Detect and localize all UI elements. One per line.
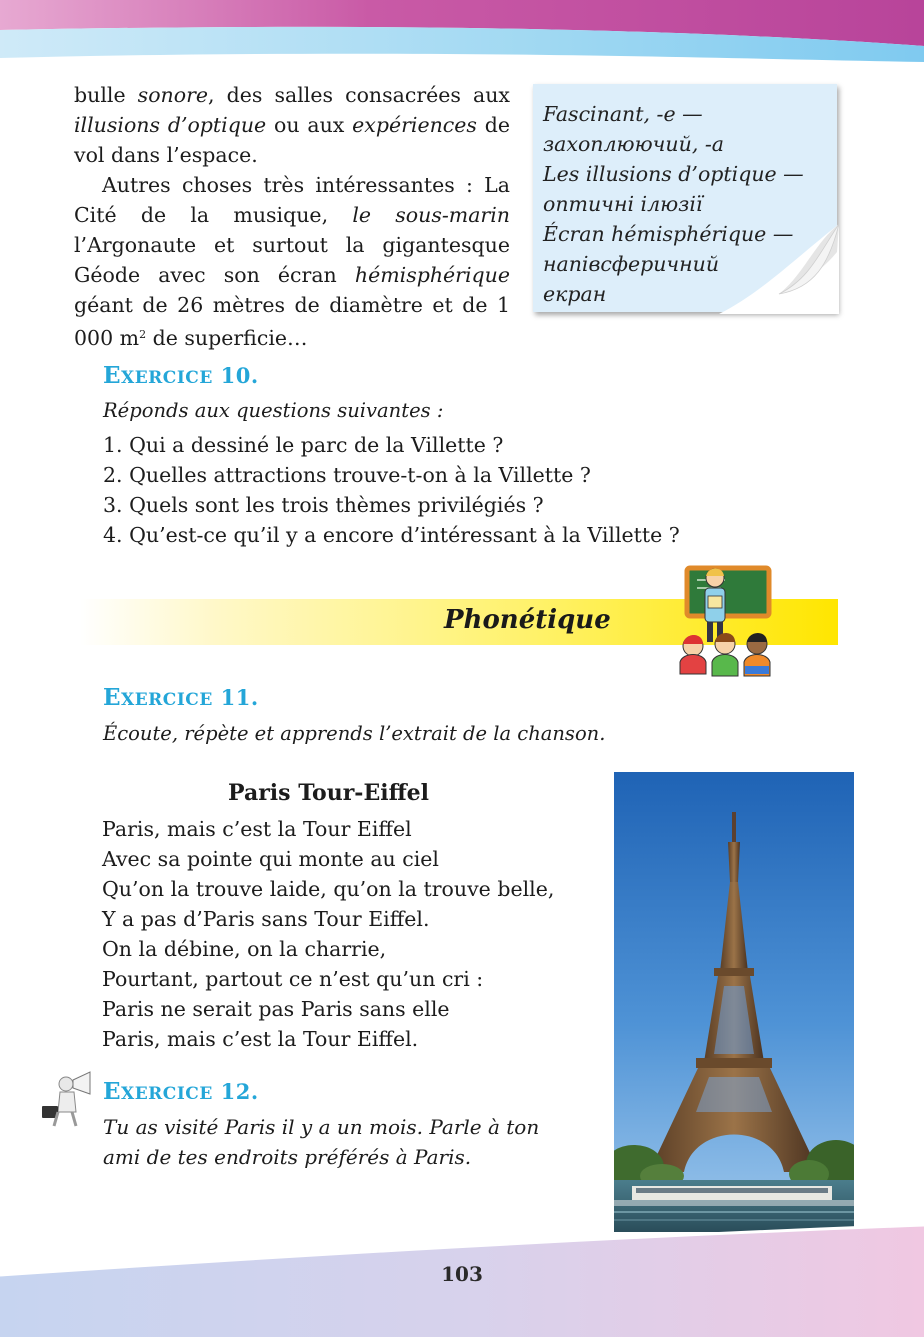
intro-text-segment: le sous-marin — [352, 203, 510, 227]
vocabulary-line: екран — [543, 282, 607, 306]
song-line: Qu’on la trouve laide, qu’on la trouve belle, — [102, 877, 555, 901]
intro-text-segment: sonore — [137, 83, 209, 107]
question-item: 4. Qu’est-ce qu’il y a encore d’intéressant à la Villette ? — [103, 523, 680, 547]
question-item: 1. Qui a dessiné le parc de la Villette ? — [103, 433, 504, 457]
exercise-12-title: EXERCICE 12. — [103, 1078, 259, 1105]
vocabulary-line: Fascinant, -e — — [543, 102, 703, 126]
eiffel-tower-photo — [614, 772, 854, 1232]
intro-text-segment: Autres choses très intéressantes : La Cité de la musique, — [74, 173, 510, 227]
song-line: On la débine, on la charrie, — [102, 937, 387, 961]
megaphone-man-icon — [36, 1068, 98, 1130]
exercise-10-questions — [103, 430, 680, 550]
page-curl-decoration — [719, 224, 839, 314]
vocabulary-line: захоплюючий, -а — [543, 132, 724, 156]
intro-paragraph-2 — [74, 170, 510, 353]
intro-text-segment: expériences — [352, 113, 477, 137]
exercise-10-instruction: Réponds aux questions suivantes : — [103, 399, 444, 422]
vocabulary-line: Les illusions d’optique — — [543, 162, 804, 186]
exercise-10-title: EXERCICE 10. — [103, 362, 259, 389]
exercise-12-instruction: Tu as visité Paris il y a un mois. Parle à ton ami de tes endroits préférés à Paris. — [103, 1115, 540, 1169]
vocabulary-line: Écran hémisphérique — — [543, 222, 794, 246]
intro-text-segment: bulle — [74, 83, 138, 107]
intro-text-segment: ou aux — [266, 113, 353, 137]
intro-text — [74, 80, 510, 353]
intro-text-segment: de superficie… — [146, 326, 308, 350]
song-line: Avec sa pointe qui monte au ciel — [102, 847, 439, 871]
vocabulary-note — [533, 84, 837, 312]
song-line: Paris, mais c’est la Tour Eiffel. — [102, 1027, 419, 1051]
vocabulary-line: напівсферичний — [543, 252, 720, 276]
teacher-with-students-icon — [675, 562, 780, 687]
question-item: 3. Quels sont les trois thèmes privilégiés ? — [103, 493, 544, 517]
intro-paragraph-1 — [74, 80, 510, 170]
phonetique-title: Phonétique — [444, 605, 611, 635]
song-lyrics — [102, 814, 554, 1054]
song-line: Paris, mais c’est la Tour Eiffel — [102, 817, 412, 841]
intro-text-segment: géant de 26 mètres de diamètre et de 1 000 m — [74, 293, 510, 350]
question-item: 2. Quelles attractions trouve-t-on à la Villette ? — [103, 463, 591, 487]
song-line: Y a pas d’Paris sans Tour Eiffel. — [102, 907, 430, 931]
intro-text-segment: hémisphérique — [354, 263, 510, 287]
song-line: Paris ne serait pas Paris sans elle — [102, 997, 450, 1021]
exercise-11-title: EXERCICE 11. — [103, 684, 259, 711]
superscript-2: 2 — [139, 328, 147, 341]
song-title: Paris Tour-Eiffel — [228, 780, 429, 806]
intro-text-segment: de vol dans l’espace. — [74, 113, 510, 167]
vocabulary-line: оптичні ілюзії — [543, 192, 703, 216]
song-line: Pourtant, partout ce n’est qu’un cri : — [102, 967, 484, 991]
exercise-11-instruction: Écoute, répète et apprends l’extrait de la chanson. — [103, 722, 606, 745]
intro-text-segment: illusions d’optique — [74, 113, 267, 137]
page-number: 103 — [441, 1262, 483, 1286]
intro-text-segment: , des salles consacrées aux — [208, 83, 510, 107]
intro-text-segment: l’Argonaute et surtout la gigantesque Géode avec son écran — [74, 233, 510, 287]
header-band — [0, 0, 924, 80]
